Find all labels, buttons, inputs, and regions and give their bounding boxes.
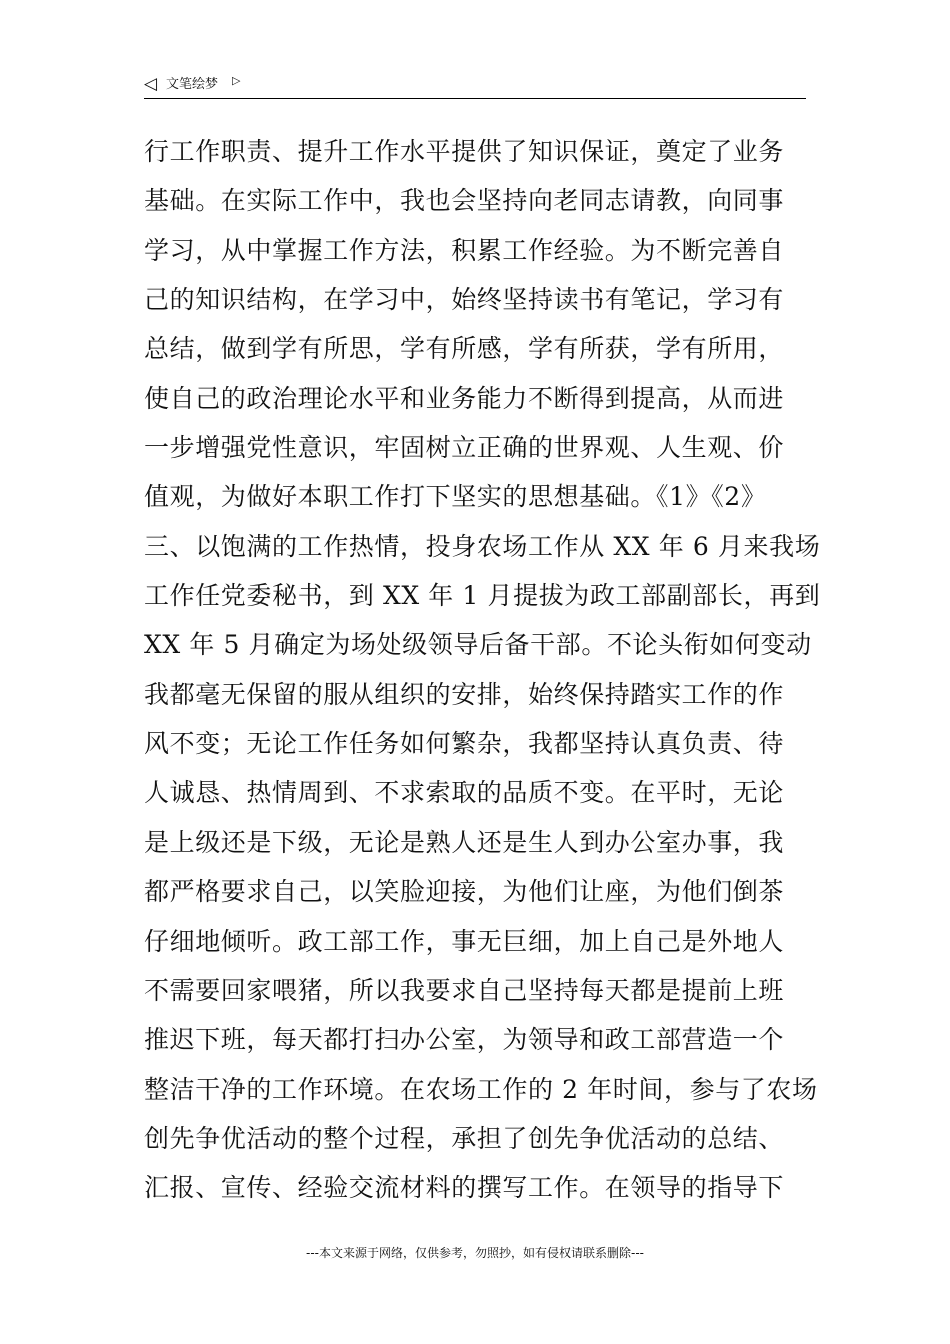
text-line: 都严格要求自己，以笑脸迎接，为他们让座，为他们倒茶 xyxy=(144,877,785,907)
text-line: 使自己的政治理论水平和业务能力不断得到提高，从而进 xyxy=(144,383,785,413)
text-line: 整洁干净的工作环境。在农场工作的 2 年时间，参与了农场 xyxy=(144,1074,818,1104)
text-line: 不需要回家喂猪，所以我要求自己坚持每天都是提前上班 xyxy=(144,975,785,1005)
text-line: 是上级还是下级，无论是熟人还是生人到办公室办事，我 xyxy=(144,827,785,857)
text-line: 推迟下班，每天都打扫办公室，为领导和政工部营造一个 xyxy=(144,1025,785,1055)
text-line: 行工作职责、提升工作水平提供了知识保证，奠定了业务 xyxy=(144,137,785,166)
triangle-right-icon: ▷ xyxy=(232,74,241,87)
footer-notice: ---本文来源于网络，仅供参考，勿照抄，如有侵权请联系删除--- xyxy=(306,1246,644,1260)
text-line: 三、以饱满的工作热情，投身农场工作从 XX 年 6 月来我场 xyxy=(144,531,821,561)
text-line: 仔细地倾听。政工部工作，事无巨细，加上自己是外地人 xyxy=(144,926,785,956)
document-body xyxy=(144,127,821,1213)
text-line: 风不变；无论工作任务如何繁杂，我都坚持认真负责、待 xyxy=(144,729,785,759)
text-line: 学习，从中掌握工作方法，积累工作经验。为不断完善自 xyxy=(144,235,785,265)
text-line: 人诚恳、热情周到、不求索取的品质不变。在平时，无论 xyxy=(144,778,785,808)
text-line: 值观，为做好本职工作打下坚实的思想基础。《1》《2》 xyxy=(144,482,767,512)
header-title: 文笔绘梦 xyxy=(166,77,219,92)
text-line: 一步增强党性意识，牢固树立正确的世界观、人生观、价 xyxy=(144,433,785,463)
triangle-left-icon: ◁ xyxy=(144,74,158,94)
text-line: 基础。在实际工作中，我也会坚持向老同志请教，向同事 xyxy=(144,186,785,216)
text-line: 汇报、宣传、经验交流材料的撰写工作。在领导的指导下 xyxy=(144,1173,785,1203)
text-line: 创先争优活动的整个过程，承担了创先争优活动的总结、 xyxy=(144,1123,785,1153)
text-line: 我都毫无保留的服从组织的安排，始终保持踏实工作的作 xyxy=(144,679,785,709)
text-line: 总结，做到学有所思，学有所感，学有所获，学有所用， xyxy=(144,334,785,364)
page-header xyxy=(144,72,806,99)
text-line: 工作任党委秘书，到 XX 年 1 月提拔为政工部副部长，再到 xyxy=(144,581,821,611)
text-line: 己的知识结构，在学习中，始终坚持读书有笔记，学习有 xyxy=(144,285,785,315)
text-line: XX 年 5 月确定为场处级领导后备干部。不论头衔如何变动 xyxy=(144,630,812,660)
